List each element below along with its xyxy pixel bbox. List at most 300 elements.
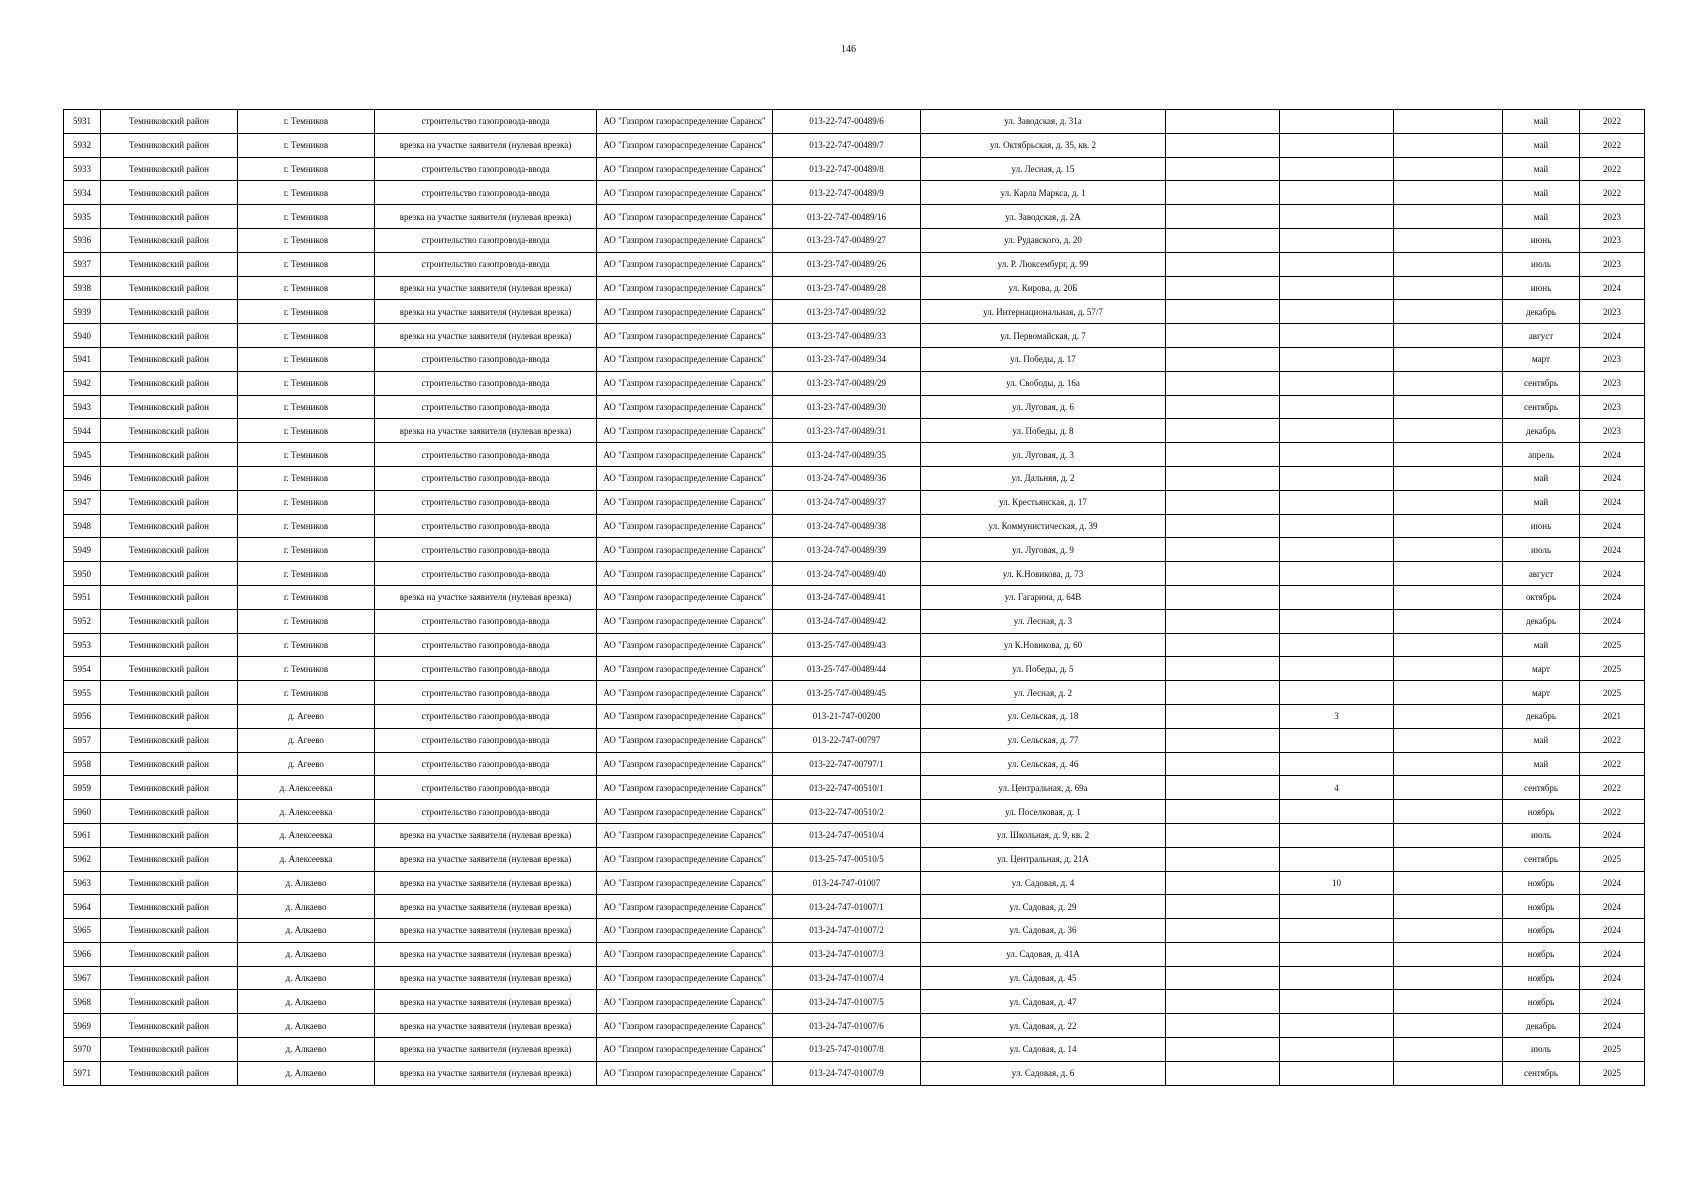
table-row [64,110,1645,134]
year-cell: 2024 [1580,609,1645,633]
work-type-cell: строительство газопровода-ввода [375,157,597,181]
empty-cell-a [1166,966,1280,990]
contract-number-cell: 013-24-747-01007/5 [773,990,921,1014]
month-cell: декабрь [1503,1014,1580,1038]
month-cell: май [1503,466,1580,490]
year-cell: 2023 [1580,228,1645,252]
year-cell: 2022 [1580,181,1645,205]
count-cell [1280,609,1394,633]
month-cell: октябрь [1503,585,1580,609]
month-cell: май [1503,752,1580,776]
table-row [64,609,1645,633]
settlement-cell: г. Темников [238,466,375,490]
empty-cell-b [1394,823,1503,847]
district-cell: Темниковский район [101,157,238,181]
empty-cell-a [1166,633,1280,657]
table-row [64,514,1645,538]
count-cell [1280,371,1394,395]
empty-cell-a [1166,990,1280,1014]
organization-cell: АО "Газпром газораспределение Саранск" [597,752,773,776]
year-cell: 2025 [1580,1038,1645,1062]
address-cell: ул. Садовая, д. 22 [921,1014,1166,1038]
organization-cell: АО "Газпром газораспределение Саранск" [597,657,773,681]
empty-cell-a [1166,562,1280,586]
table-row [64,919,1645,943]
row-number-cell: 5948 [64,514,101,538]
empty-cell-a [1166,800,1280,824]
count-cell [1280,133,1394,157]
month-cell: май [1503,728,1580,752]
organization-cell: АО "Газпром газораспределение Саранск" [597,1038,773,1062]
settlement-cell: г. Темников [238,324,375,348]
settlement-cell: г. Темников [238,633,375,657]
month-cell: май [1503,181,1580,205]
contract-number-cell: 013-23-747-00489/30 [773,395,921,419]
work-type-cell: врезка на участке заявителя (нулевая врезка) [375,300,597,324]
address-cell: ул. Заводская, д. 2А [921,205,1166,229]
address-cell: ул К.Новикова, д. 60 [921,633,1166,657]
settlement-cell: д. Алексеевка [238,847,375,871]
count-cell [1280,681,1394,705]
row-number-cell: 5969 [64,1014,101,1038]
empty-cell-b [1394,443,1503,467]
organization-cell: АО "Газпром газораспределение Саранск" [597,181,773,205]
table-row [64,633,1645,657]
settlement-cell: д. Алкаево [238,966,375,990]
address-cell: ул. Крестьянская, д. 17 [921,490,1166,514]
settlement-cell: г. Темников [238,110,375,134]
contract-number-cell: 013-22-747-00489/8 [773,157,921,181]
year-cell: 2024 [1580,585,1645,609]
row-number-cell: 5943 [64,395,101,419]
district-cell: Темниковский район [101,324,238,348]
work-type-cell: строительство газопровода-ввода [375,347,597,371]
contract-number-cell: 013-25-747-00510/5 [773,847,921,871]
empty-cell-b [1394,942,1503,966]
address-cell: ул. Интернациональная, д. 57/7 [921,300,1166,324]
empty-cell-a [1166,490,1280,514]
work-type-cell: строительство газопровода-ввода [375,395,597,419]
work-type-cell: врезка на участке заявителя (нулевая врезка) [375,1014,597,1038]
district-cell: Темниковский район [101,110,238,134]
year-cell: 2022 [1580,157,1645,181]
month-cell: сентябрь [1503,1061,1580,1085]
contract-number-cell: 013-22-747-00489/7 [773,133,921,157]
year-cell: 2025 [1580,1061,1645,1085]
row-number-cell: 5966 [64,942,101,966]
year-cell: 2024 [1580,443,1645,467]
month-cell: ноябрь [1503,966,1580,990]
address-cell: ул. Садовая, д. 41А [921,942,1166,966]
contract-number-cell: 013-22-747-00797 [773,728,921,752]
year-cell: 2024 [1580,942,1645,966]
year-cell: 2022 [1580,133,1645,157]
district-cell: Темниковский район [101,181,238,205]
table-row [64,585,1645,609]
organization-cell: АО "Газпром газораспределение Саранск" [597,633,773,657]
month-cell: июль [1503,823,1580,847]
address-cell: ул. Лесная, д. 2 [921,681,1166,705]
district-cell: Темниковский район [101,276,238,300]
address-cell: ул. Центральная, д. 69а [921,776,1166,800]
empty-cell-a [1166,1014,1280,1038]
year-cell: 2025 [1580,681,1645,705]
table-row [64,871,1645,895]
month-cell: декабрь [1503,609,1580,633]
count-cell [1280,538,1394,562]
settlement-cell: д. Алкаево [238,990,375,1014]
empty-cell-a [1166,585,1280,609]
table-row [64,443,1645,467]
table-row [64,300,1645,324]
row-number-cell: 5939 [64,300,101,324]
contract-number-cell: 013-24-747-00489/39 [773,538,921,562]
month-cell: июль [1503,538,1580,562]
empty-cell-b [1394,1038,1503,1062]
district-cell: Темниковский район [101,871,238,895]
settlement-cell: г. Темников [238,657,375,681]
year-cell: 2024 [1580,466,1645,490]
organization-cell: АО "Газпром газораспределение Саранск" [597,490,773,514]
year-cell: 2024 [1580,966,1645,990]
district-cell: Темниковский район [101,657,238,681]
work-type-cell: строительство газопровода-ввода [375,728,597,752]
count-cell [1280,395,1394,419]
empty-cell-b [1394,133,1503,157]
district-cell: Темниковский район [101,942,238,966]
count-cell: 10 [1280,871,1394,895]
empty-cell-b [1394,324,1503,348]
row-number-cell: 5960 [64,800,101,824]
empty-cell-b [1394,990,1503,1014]
settlement-cell: г. Темников [238,681,375,705]
organization-cell: АО "Газпром газораспределение Саранск" [597,157,773,181]
district-cell: Темниковский район [101,1038,238,1062]
settlement-cell: г. Темников [238,443,375,467]
empty-cell-a [1166,347,1280,371]
row-number-cell: 5938 [64,276,101,300]
table-row [64,371,1645,395]
empty-cell-b [1394,657,1503,681]
count-cell [1280,847,1394,871]
row-number-cell: 5934 [64,181,101,205]
row-number-cell: 5953 [64,633,101,657]
count-cell [1280,942,1394,966]
settlement-cell: г. Темников [238,609,375,633]
contract-number-cell: 013-24-747-00489/41 [773,585,921,609]
count-cell: 3 [1280,704,1394,728]
address-cell: ул. Поселковая, д. 1 [921,800,1166,824]
work-type-cell: строительство газопровода-ввода [375,228,597,252]
row-number-cell: 5962 [64,847,101,871]
settlement-cell: д. Агеево [238,728,375,752]
contract-number-cell: 013-24-747-00510/4 [773,823,921,847]
district-cell: Темниковский район [101,419,238,443]
year-cell: 2024 [1580,514,1645,538]
row-number-cell: 5965 [64,919,101,943]
table-row [64,395,1645,419]
contract-number-cell: 013-23-747-00489/31 [773,419,921,443]
work-type-cell: врезка на участке заявителя (нулевая врезка) [375,205,597,229]
address-cell: ул. Садовая, д. 4 [921,871,1166,895]
row-number-cell: 5954 [64,657,101,681]
contract-number-cell: 013-22-747-00489/16 [773,205,921,229]
count-cell [1280,157,1394,181]
row-number-cell: 5947 [64,490,101,514]
work-type-cell: врезка на участке заявителя (нулевая врезка) [375,324,597,348]
table-row [64,276,1645,300]
row-number-cell: 5931 [64,110,101,134]
row-number-cell: 5936 [64,228,101,252]
row-number-cell: 5940 [64,324,101,348]
settlement-cell: г. Темников [238,514,375,538]
settlement-cell: г. Темников [238,133,375,157]
work-type-cell: строительство газопровода-ввода [375,443,597,467]
address-cell: ул. Сельская, д. 18 [921,704,1166,728]
year-cell: 2022 [1580,800,1645,824]
empty-cell-b [1394,181,1503,205]
contract-number-cell: 013-25-747-00489/45 [773,681,921,705]
district-cell: Темниковский район [101,728,238,752]
year-cell: 2024 [1580,871,1645,895]
work-type-cell: строительство газопровода-ввода [375,514,597,538]
contract-number-cell: 013-24-747-00489/36 [773,466,921,490]
address-cell: ул. Р. Люксембург, д. 99 [921,252,1166,276]
contract-number-cell: 013-24-747-00489/35 [773,443,921,467]
settlement-cell: д. Алкаево [238,871,375,895]
organization-cell: АО "Газпром газораспределение Саранск" [597,252,773,276]
empty-cell-a [1166,252,1280,276]
contract-number-cell: 013-23-747-00489/29 [773,371,921,395]
settlement-cell: д. Агеево [238,752,375,776]
empty-cell-b [1394,228,1503,252]
empty-cell-b [1394,871,1503,895]
page-number: 146 [841,44,856,55]
work-type-cell: строительство газопровода-ввода [375,633,597,657]
empty-cell-b [1394,895,1503,919]
address-cell: ул. Садовая, д. 36 [921,919,1166,943]
address-cell: ул. Сельская, д. 46 [921,752,1166,776]
address-cell: ул. Рудавского, д. 20 [921,228,1166,252]
year-cell: 2024 [1580,1014,1645,1038]
organization-cell: АО "Газпром газораспределение Саранск" [597,300,773,324]
count-cell [1280,919,1394,943]
empty-cell-a [1166,871,1280,895]
contract-number-cell: 013-24-747-00489/42 [773,609,921,633]
year-cell: 2023 [1580,205,1645,229]
district-cell: Темниковский район [101,681,238,705]
year-cell: 2024 [1580,538,1645,562]
empty-cell-a [1166,657,1280,681]
empty-cell-a [1166,823,1280,847]
work-type-cell: строительство газопровода-ввода [375,371,597,395]
organization-cell: АО "Газпром газораспределение Саранск" [597,1061,773,1085]
organization-cell: АО "Газпром газораспределение Саранск" [597,205,773,229]
work-type-cell: строительство газопровода-ввода [375,538,597,562]
count-cell [1280,300,1394,324]
district-cell: Темниковский район [101,443,238,467]
address-cell: ул. Октябрьская, д. 35, кв. 2 [921,133,1166,157]
empty-cell-a [1166,228,1280,252]
contract-number-cell: 013-24-747-01007/4 [773,966,921,990]
month-cell: март [1503,657,1580,681]
row-number-cell: 5971 [64,1061,101,1085]
district-cell: Темниковский район [101,490,238,514]
contract-number-cell: 013-22-747-00489/6 [773,110,921,134]
month-cell: сентябрь [1503,776,1580,800]
count-cell [1280,443,1394,467]
district-cell: Темниковский район [101,300,238,324]
empty-cell-a [1166,276,1280,300]
count-cell [1280,490,1394,514]
empty-cell-a [1166,728,1280,752]
empty-cell-a [1166,514,1280,538]
count-cell [1280,752,1394,776]
district-cell: Темниковский район [101,1061,238,1085]
empty-cell-a [1166,110,1280,134]
table-row [64,823,1645,847]
organization-cell: АО "Газпром газораспределение Саранск" [597,681,773,705]
work-type-cell: врезка на участке заявителя (нулевая врезка) [375,419,597,443]
contract-number-cell: 013-24-747-01007 [773,871,921,895]
empty-cell-b [1394,681,1503,705]
count-cell [1280,823,1394,847]
row-number-cell: 5955 [64,681,101,705]
organization-cell: АО "Газпром газораспределение Саранск" [597,609,773,633]
district-cell: Темниковский район [101,562,238,586]
empty-cell-a [1166,895,1280,919]
district-cell: Темниковский район [101,609,238,633]
year-cell: 2022 [1580,728,1645,752]
empty-cell-a [1166,371,1280,395]
work-type-cell: строительство газопровода-ввода [375,657,597,681]
empty-cell-b [1394,633,1503,657]
address-cell: ул. Луговая, д. 3 [921,443,1166,467]
empty-cell-a [1166,443,1280,467]
empty-cell-b [1394,395,1503,419]
contract-number-cell: 013-25-747-00489/43 [773,633,921,657]
settlement-cell: г. Темников [238,347,375,371]
row-number-cell: 5949 [64,538,101,562]
settlement-cell: г. Темников [238,419,375,443]
organization-cell: АО "Газпром газораспределение Саранск" [597,133,773,157]
work-type-cell: строительство газопровода-ввода [375,704,597,728]
address-cell: ул. Свободы, д. 16а [921,371,1166,395]
work-type-cell: строительство газопровода-ввода [375,181,597,205]
count-cell [1280,657,1394,681]
empty-cell-b [1394,704,1503,728]
empty-cell-b [1394,300,1503,324]
year-cell: 2024 [1580,490,1645,514]
year-cell: 2024 [1580,823,1645,847]
row-number-cell: 5933 [64,157,101,181]
district-cell: Темниковский район [101,538,238,562]
organization-cell: АО "Газпром газораспределение Саранск" [597,704,773,728]
month-cell: май [1503,110,1580,134]
organization-cell: АО "Газпром газораспределение Саранск" [597,562,773,586]
address-cell: ул. Сельская, д. 77 [921,728,1166,752]
settlement-cell: д. Алкаево [238,1038,375,1062]
empty-cell-b [1394,1014,1503,1038]
district-cell: Темниковский район [101,895,238,919]
contract-number-cell: 013-22-747-00510/1 [773,776,921,800]
year-cell: 2022 [1580,110,1645,134]
month-cell: ноябрь [1503,871,1580,895]
month-cell: апрель [1503,443,1580,467]
table-row [64,728,1645,752]
empty-cell-a [1166,157,1280,181]
settlement-cell: г. Темников [238,157,375,181]
organization-cell: АО "Газпром газораспределение Саранск" [597,728,773,752]
settlement-cell: д. Алексеевка [238,823,375,847]
year-cell: 2024 [1580,324,1645,348]
table-row [64,704,1645,728]
settlement-cell: г. Темников [238,490,375,514]
address-cell: ул. Дальняя, д. 2 [921,466,1166,490]
row-number-cell: 5956 [64,704,101,728]
district-cell: Темниковский район [101,633,238,657]
address-cell: ул. Садовая, д. 45 [921,966,1166,990]
empty-cell-b [1394,490,1503,514]
organization-cell: АО "Газпром газораспределение Саранск" [597,776,773,800]
settlement-cell: г. Темников [238,371,375,395]
year-cell: 2025 [1580,847,1645,871]
table-row [64,657,1645,681]
row-number-cell: 5970 [64,1038,101,1062]
registry-table [63,109,1645,1086]
count-cell [1280,419,1394,443]
table-row [64,228,1645,252]
contract-number-cell: 013-25-747-00489/44 [773,657,921,681]
month-cell: сентябрь [1503,371,1580,395]
district-cell: Темниковский район [101,371,238,395]
settlement-cell: д. Алкаево [238,1014,375,1038]
organization-cell: АО "Газпром газораспределение Саранск" [597,371,773,395]
month-cell: май [1503,157,1580,181]
contract-number-cell: 013-21-747-00200 [773,704,921,728]
empty-cell-a [1166,776,1280,800]
row-number-cell: 5964 [64,895,101,919]
district-cell: Темниковский район [101,966,238,990]
count-cell [1280,895,1394,919]
count-cell [1280,1061,1394,1085]
organization-cell: АО "Газпром газораспределение Саранск" [597,966,773,990]
work-type-cell: врезка на участке заявителя (нулевая врезка) [375,990,597,1014]
contract-number-cell: 013-23-747-00489/28 [773,276,921,300]
count-cell [1280,990,1394,1014]
contract-number-cell: 013-23-747-00489/27 [773,228,921,252]
empty-cell-b [1394,1061,1503,1085]
table-row [64,966,1645,990]
table-row [64,1038,1645,1062]
year-cell: 2024 [1580,562,1645,586]
contract-number-cell: 013-22-747-00510/2 [773,800,921,824]
work-type-cell: строительство газопровода-ввода [375,609,597,633]
work-type-cell: строительство газопровода-ввода [375,776,597,800]
contract-number-cell: 013-24-747-00489/38 [773,514,921,538]
contract-number-cell: 013-23-747-00489/26 [773,252,921,276]
district-cell: Темниковский район [101,1014,238,1038]
month-cell: декабрь [1503,704,1580,728]
table-row [64,490,1645,514]
month-cell: ноябрь [1503,990,1580,1014]
organization-cell: АО "Газпром газораспределение Саранск" [597,514,773,538]
contract-number-cell: 013-24-747-00489/40 [773,562,921,586]
table-row [64,1014,1645,1038]
settlement-cell: г. Темников [238,252,375,276]
address-cell: ул. Садовая, д. 6 [921,1061,1166,1085]
empty-cell-b [1394,371,1503,395]
